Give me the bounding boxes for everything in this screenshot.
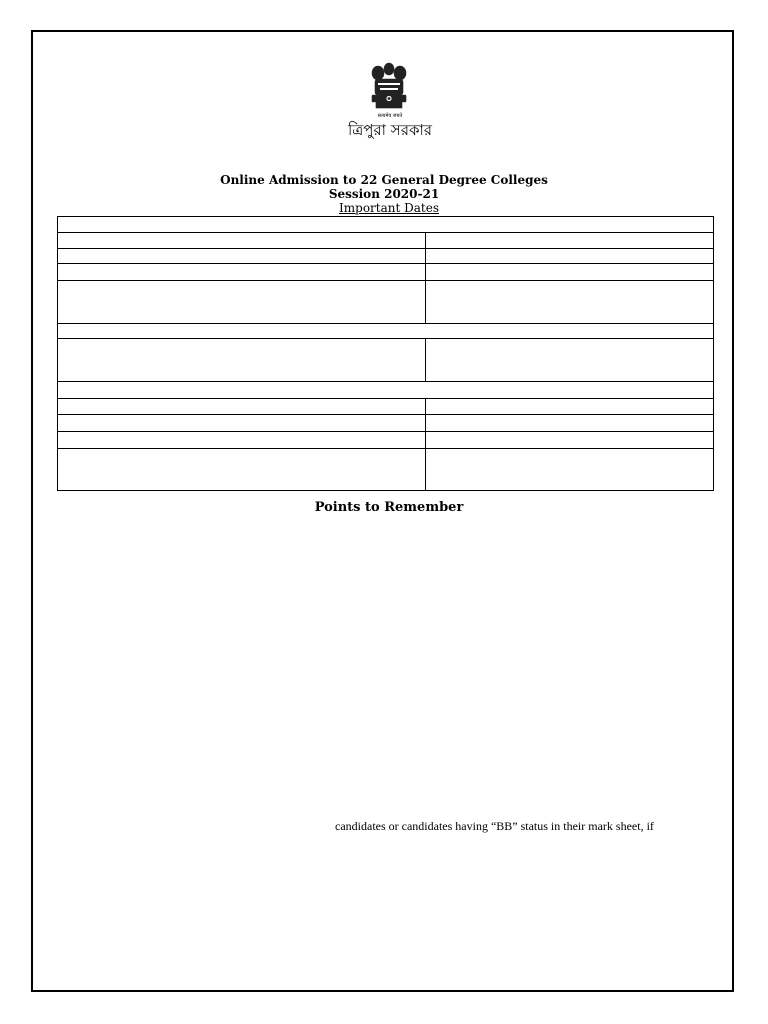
points-text-line: candidates or candidates having “BB” status in their mark sheet, if — [335, 819, 654, 833]
table-cell — [426, 249, 714, 264]
table-cell — [58, 217, 714, 233]
table-row — [58, 324, 714, 339]
table-cell — [426, 399, 714, 415]
table-row — [58, 217, 714, 233]
table-cell — [426, 415, 714, 432]
table-cell — [426, 339, 714, 382]
emblem-motto: सत्यमेव जयते — [377, 113, 403, 119]
table-cell — [58, 382, 714, 399]
table-cell — [58, 415, 426, 432]
table-cell — [426, 281, 714, 324]
document-title: Online Admission to 22 General Degree Colleges — [220, 173, 548, 187]
table-cell — [58, 264, 426, 281]
table-row — [58, 432, 714, 449]
table-cell — [426, 264, 714, 281]
table-cell — [58, 432, 426, 449]
table-row — [58, 382, 714, 399]
table-cell — [58, 281, 426, 324]
table-row — [58, 264, 714, 281]
important-dates-table — [57, 216, 714, 491]
table-row — [58, 249, 714, 264]
table-row — [58, 281, 714, 324]
table-row — [58, 449, 714, 491]
table-cell — [426, 233, 714, 249]
table-cell — [426, 449, 714, 491]
session-label: Session 2020-21 — [328, 187, 440, 201]
table-cell — [58, 339, 426, 382]
table-row — [58, 233, 714, 249]
points-to-remember-heading: Points to Remember — [314, 500, 464, 515]
table-row — [58, 399, 714, 415]
table-cell — [58, 324, 714, 339]
table-cell — [58, 233, 426, 249]
table-cell — [426, 432, 714, 449]
table-cell — [58, 449, 426, 491]
table-row — [58, 415, 714, 432]
national-emblem-icon — [366, 60, 412, 112]
table-cell — [58, 399, 426, 415]
table-row — [58, 339, 714, 382]
table-cell — [58, 249, 426, 264]
state-government-label: ত্রিপুরা সরকার — [347, 121, 433, 139]
important-dates-heading: Important Dates — [339, 201, 439, 215]
